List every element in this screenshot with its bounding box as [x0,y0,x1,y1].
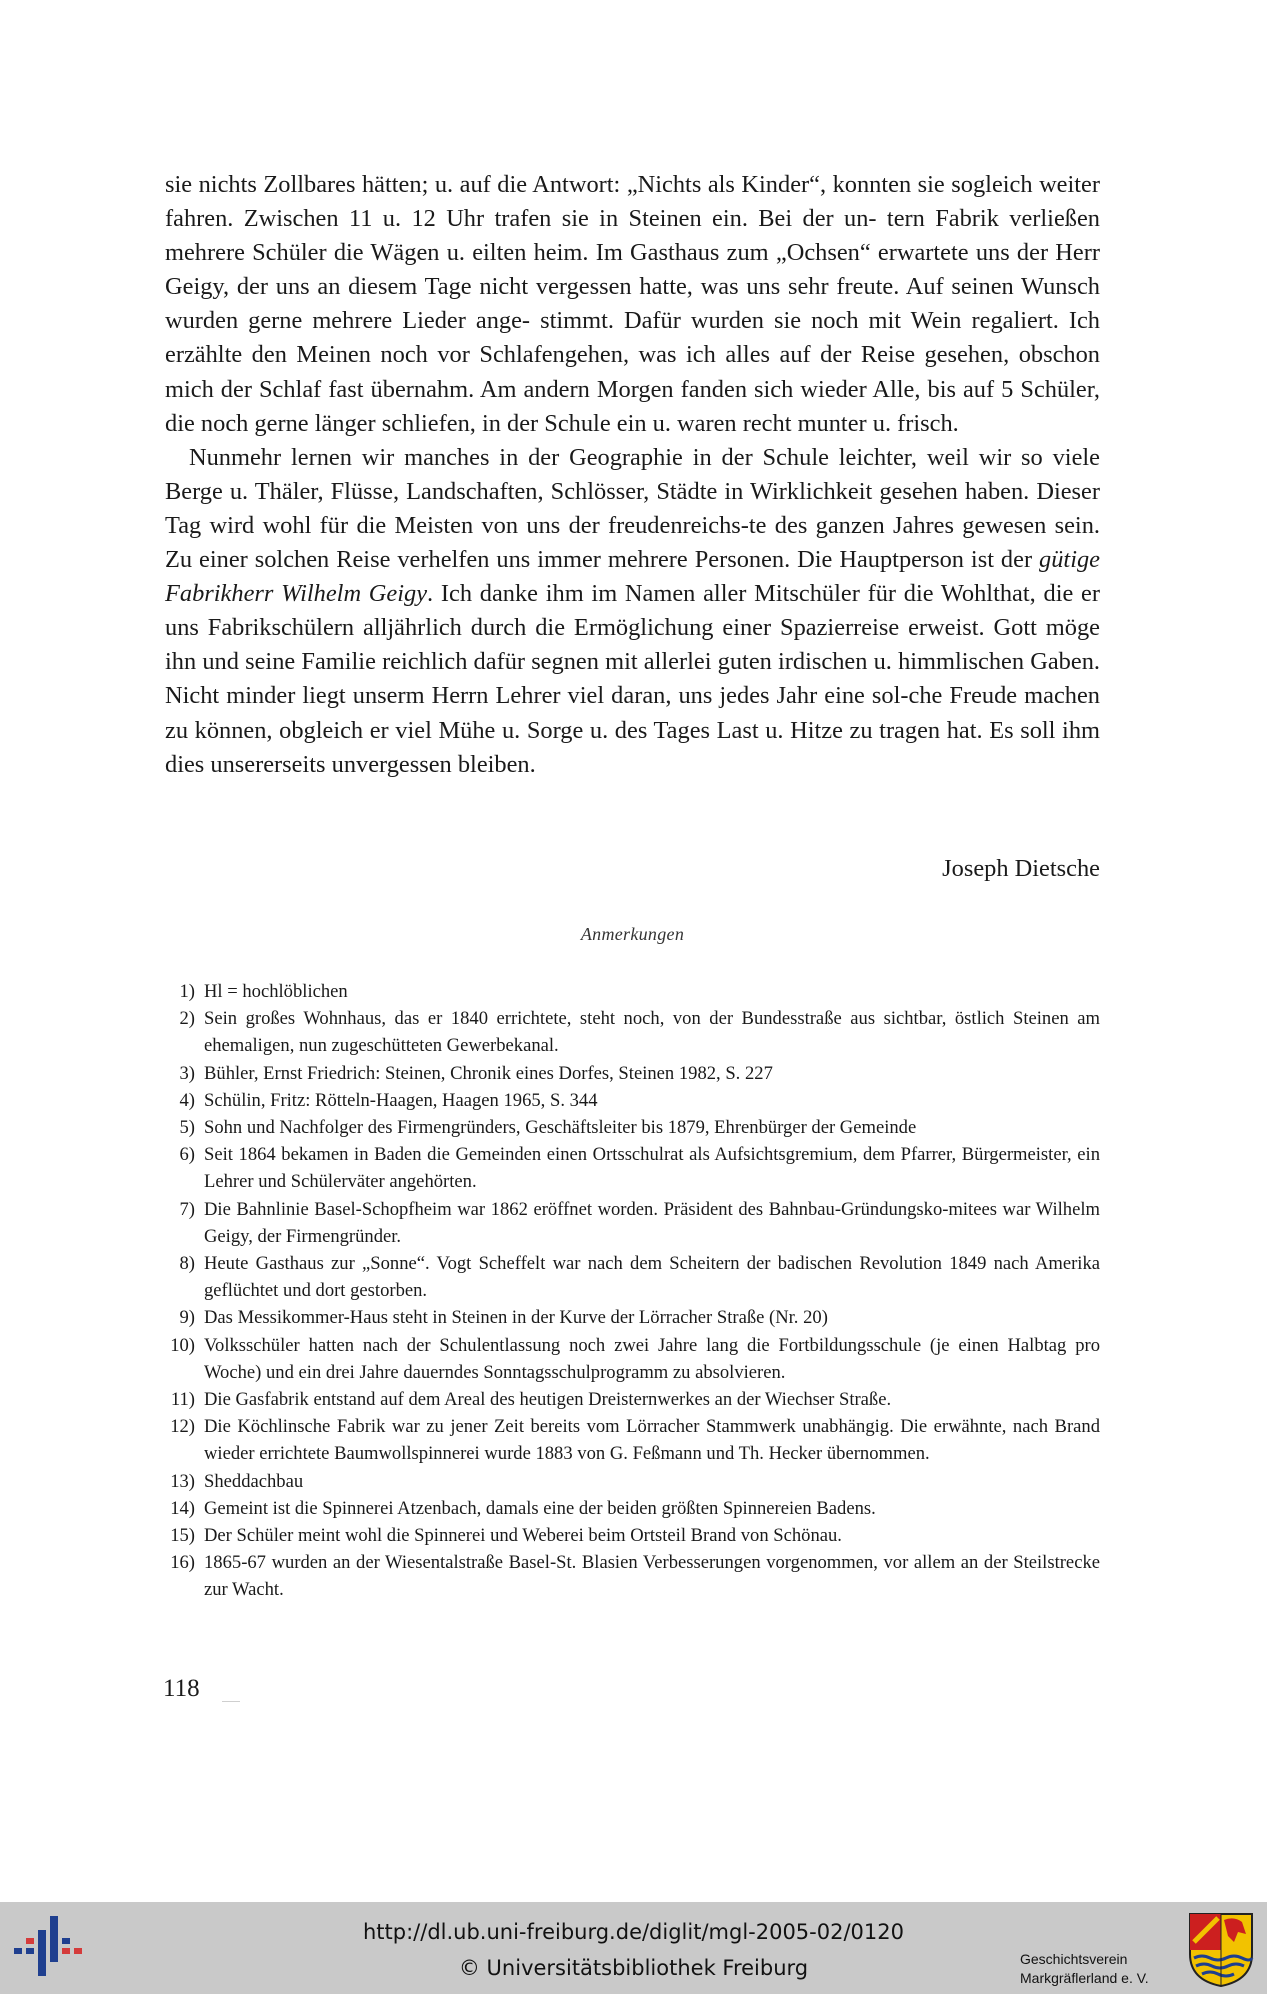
note-text: Das Messikommer-Haus steht in Steinen in der Kurve der Lörracher Straße (Nr. 20) [204,1307,828,1329]
note-text: Die Gasfabrik entstand auf dem Areal des heutigen Dreisternwerkes an der Wiechser Straße. [204,1389,892,1411]
note-item [165,1413,1100,1467]
paragraph-1-line: „Ochsen“ erwartete uns der Herr Geigy, der uns an diesem Tage nicht vergessen [165,239,1100,301]
note-item [165,1522,1100,1549]
notes-list [165,978,1100,1604]
note-item [165,1060,1100,1087]
paragraph-1-line: stimmt. Dafür wurden sie noch mit Wein regaliert. Ich erzählte den Meinen noch [165,307,1100,369]
note-item [165,1250,1100,1304]
society-name-line1: Geschichtsverein [1020,1951,1128,1967]
paragraph-1-line: sogleich weiter fahren. Zwischen 11 u. 12 Uhr trafen sie in Steinen ein. Bei der un- [165,171,1101,233]
note-number: 6) [179,1144,195,1166]
note-text: 1865-67 wurden an der Wiesentalstraße Basel-St. Blasien Verbesserungen vorgenommen, vor allem an der Steilstrecke zur Wacht. [204,1552,1100,1601]
note-number: 3) [179,1062,195,1084]
note-text: Gemeint ist die Spinnerei Atzenbach, damals eine der beiden größten Spinnereien Badens. [204,1497,876,1519]
author-signature: Joseph Dietsche [942,855,1100,882]
copyright-notice: © Universitätsbibliothek Freiburg [458,1956,809,1980]
notes-heading: Anmerkungen [580,924,685,944]
note-number: 4) [179,1089,195,1111]
page-number-rule [222,1701,240,1702]
note-text: Sohn und Nachfolger des Firmengründers, Geschäftsleiter bis 1879, Ehrenbürger der Gemeinde [204,1117,917,1139]
paragraph-1-line: vor Schlafengehen, was ich alles auf der Reise gesehen, obschon mich der Schlaf [165,341,1100,403]
note-item [165,1114,1100,1141]
note-item [165,1332,1100,1386]
note-item [165,1005,1100,1059]
page-number: 118 [163,1675,200,1702]
note-item [165,1549,1100,1603]
note-text: Schülin, Fritz: Rötteln-Haagen, Haagen 1965, S. 344 [204,1089,598,1111]
note-text: Seit 1864 bekamen in Baden die Gemeinden einen Ortsschulrat als Aufsichtsgremium, dem Pfarrer, Bürgermeister, ein Lehrer und Schülerväter angehörten. [204,1144,1100,1193]
note-number: 14) [170,1497,195,1519]
note-text: Bühler, Ernst Friedrich: Steinen, Chronik eines Dorfes, Steinen 1982, S. 227 [204,1062,773,1084]
note-number: 9) [179,1307,195,1329]
document-url-link[interactable]: http://dl.ub.uni-freiburg.de/diglit/mgl-2005-02/0120 [362,1920,904,1944]
note-item [165,1495,1100,1522]
paragraph-2-text-start: Nunmehr lernen wir manches in der Geographie in der Schule leichter, weil wir so viele Berge u. Thäler, Flüsse, Landschaften, Schlösser, Städte in Wirklichkeit gesehen haben. Dieser Tag wird wohl für die Meisten von uns der freudenreichs-te des ganzen Jahres gewesen sein. Zu einer solchen Reise verhelfen uns immer mehrere Personen. Die Hauptperson ist der [165,443,1100,574]
paragraph-1 [165,168,1100,441]
paragraph-1-line: hatte, was uns sehr freute. Auf seinen Wunsch wurden gerne mehrere Lieder ange- [165,273,1100,335]
note-item [165,1386,1100,1413]
body-text [165,168,1100,782]
note-item [165,1196,1100,1250]
note-item [165,1087,1100,1114]
viewer-footer [0,1902,1267,1994]
note-text: Sheddachbau [204,1470,304,1492]
note-number: 13) [170,1470,195,1492]
note-text: Volksschüler hatten nach der Schulentlassung noch zwei Jahre lang die Fortbildungsschule (je einen Halbtag pro Woche) und ein drei Jahre dauerndes Sonntagsschulprogramm zu absolvieren. [204,1334,1100,1383]
society-name-line2: Markgräflerland e. V. [1020,1970,1149,1986]
note-text: Die Köchlinsche Fabrik war zu jener Zeit bereits vom Lörracher Stammwerk unabhängig. Die erwähnte, nach Brand wieder errichtete Baumwollspinnerei wurde 1883 von G. Feßmann und Th. Hecker übernommen. [204,1416,1100,1465]
paragraph-2-text-end: . Ich danke ihm im Namen aller Mitschüler für die Wohlthat, die er uns Fabrikschülern alljährlich durch die Ermöglichung einer Spazierreise erweist. Gott möge ihn und seine Familie reichlich dafür segnen mit allerlei guten irdischen u. himmlischen Gaben. Nicht minder liegt unserm Herrn Lehrer viel daran, uns jedes Jahr eine sol-che Freude machen zu können, obgleich er viel Mühe u. Sorge u. des Tages Last u. Hitze zu tragen hat. Es soll ihm dies unsererseits unvergessen bleiben. [165,580,1100,778]
note-text: Die Bahnlinie Basel-Schopfheim war 1862 eröffnet worden. Präsident des Bahnbau-Gründungsko-mitees war Wilhelm Geigy, der Firmengründer. [204,1198,1100,1247]
paragraph-2 [165,441,1100,782]
note-number: 16) [170,1552,195,1574]
note-number: 12) [170,1416,195,1438]
note-number: 2) [179,1008,195,1030]
paragraph-1-line: tern Fabrik verließen mehrere Schüler die Wägen u. eilten heim. Im Gasthaus zum [165,205,1100,267]
note-number: 11) [170,1389,195,1411]
note-number: 8) [179,1253,195,1275]
note-number: 5) [179,1117,195,1139]
paragraph-1-line: sie nichts Zollbares hätten; u. auf die Antwort: „Nichts als Kinder“, konnten sie [165,171,945,198]
note-item [165,1468,1100,1495]
society-name [1020,1950,1170,1988]
note-number: 1) [179,981,195,1002]
note-number: 15) [170,1525,195,1547]
note-text: Hl = hochlöblichen [204,981,348,1002]
paragraph-1-line: fast übernahm. Am andern Morgen fanden sich wieder Alle, bis auf 5 Schüler, die [165,375,1100,437]
note-item [165,978,1100,1005]
note-text: Der Schüler meint wohl die Spinnerei und Weberei beim Ortsteil Brand von Schönau. [204,1525,842,1547]
note-text: Sein großes Wohnhaus, das er 1840 errichtete, steht noch, von der Bundesstraße aus sichtbar, östlich Steinen am ehemaligen, nun zugeschütteten Gewerbekanal. [204,1008,1100,1057]
coat-of-arms-icon [1188,1912,1254,1988]
paragraph-1-line: noch gerne länger schliefen, in der Schule ein u. waren recht munter u. frisch. [200,409,959,437]
note-item [165,1141,1100,1195]
emphasis-fabrikherr: gütige Fabrikherr Wilhelm Geigy [165,546,1100,608]
note-number: 7) [179,1198,195,1220]
note-item [165,1304,1100,1331]
note-text: Heute Gasthaus zur „Sonne“. Vogt Scheffelt war nach dem Scheitern der badischen Revolution 1849 nach Amerika geflüchtet und dort gestorben. [204,1253,1100,1302]
note-number: 10) [170,1334,195,1356]
